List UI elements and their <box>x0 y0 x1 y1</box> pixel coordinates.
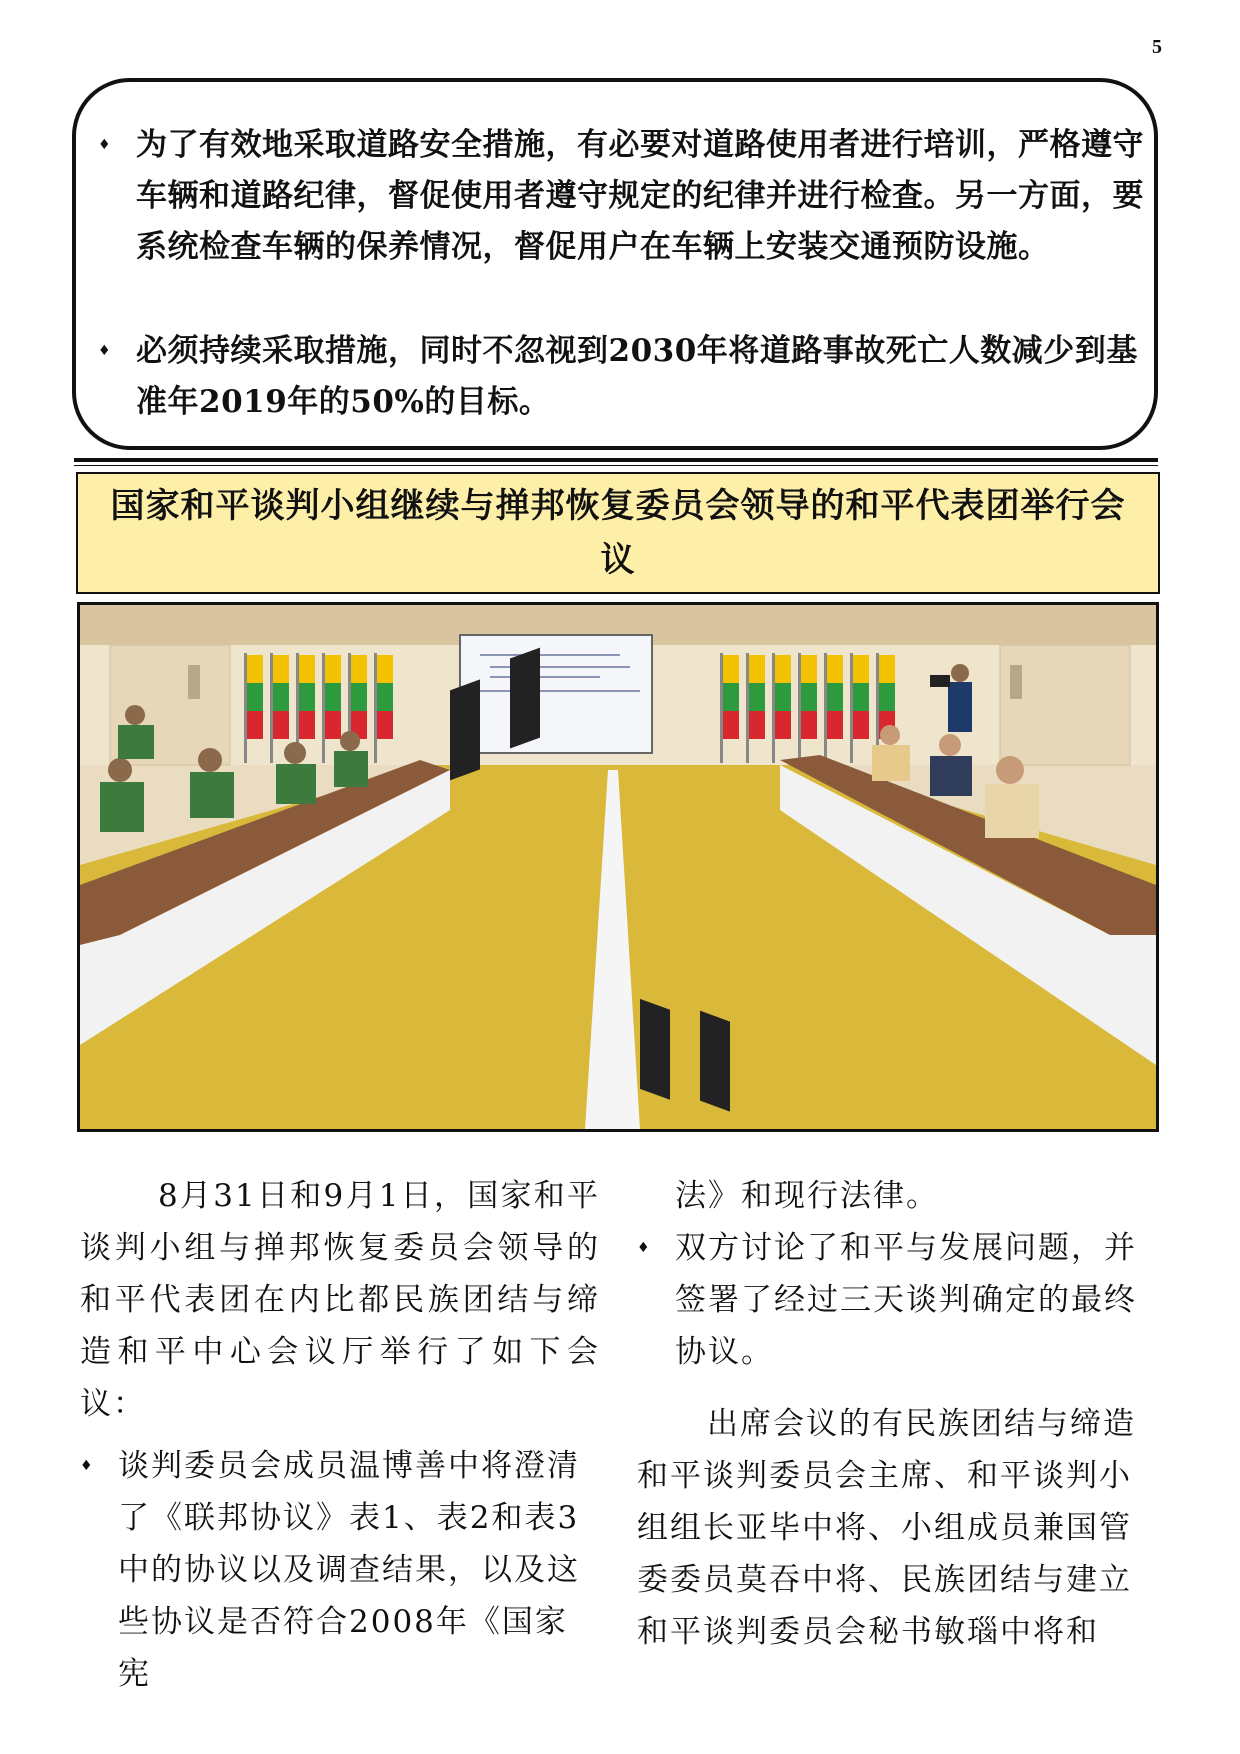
bullet-diamond-icon: ♦ <box>80 1458 95 1474</box>
article-bullet-text: 谈判委员会成员温博善中将澄清了《联邦协议》表1、表2和表3中的协议以及调查结果，以及这些协议是否符合2008年《国家宪 <box>118 1448 580 1692</box>
article-right-column <box>637 1170 1162 1658</box>
article-headline-box <box>76 472 1160 594</box>
article-headline: 国家和平谈判小组继续与掸邦恢复委员会领导的和平代表团举行会议 <box>110 486 1126 580</box>
page-number: 5 <box>1152 36 1162 58</box>
article-bullet <box>80 1440 600 1700</box>
article-bullet <box>637 1222 1162 1378</box>
section-divider-thin <box>74 465 1158 466</box>
summary-item <box>98 326 1146 428</box>
article-intro: 8月31日和9月1日，国家和平谈判小组与掸邦恢复委员会领导的和平代表团在内比都民族团结与缔造和平中心会议厅举行了如下会议： <box>80 1178 600 1422</box>
summary-item-text: 为了有效地采取道路安全措施，有必要对道路使用者进行培训，严格遵守车辆和道路纪律，督促使用者遵守规定的纪律并进行检查。另一方面，要系统检查车辆的保养情况，督促用户在车辆上安装交通预防设施。 <box>136 127 1144 265</box>
summary-item-text: 必须持续采取措施，同时不忽视到2030年将道路事故死亡人数减少到基准年2019年的50%的目标。 <box>136 333 1138 420</box>
meeting-room-photo <box>77 602 1159 1132</box>
article-bullet-text: 双方讨论了和平与发展问题，并签署了经过三天谈判确定的最终协议。 <box>675 1230 1137 1370</box>
article-left-column <box>80 1170 600 1700</box>
article-bullet-continuation: 法》和现行法律。 <box>675 1178 939 1214</box>
bullet-diamond-icon: ♦ <box>637 1240 652 1256</box>
bullet-diamond-icon: ♦ <box>98 343 112 359</box>
summary-box <box>72 78 1158 450</box>
bullet-diamond-icon: ♦ <box>98 137 112 153</box>
article-paragraph: 出席会议的有民族团结与缔造和平谈判委员会主席、和平谈判小组组长亚毕中将、小组成员兼国管委委员莫吞中将、民族团结与建立和平谈判委员会秘书敏瑙中将和 <box>637 1406 1136 1650</box>
section-divider <box>74 458 1158 462</box>
summary-item <box>98 120 1146 273</box>
